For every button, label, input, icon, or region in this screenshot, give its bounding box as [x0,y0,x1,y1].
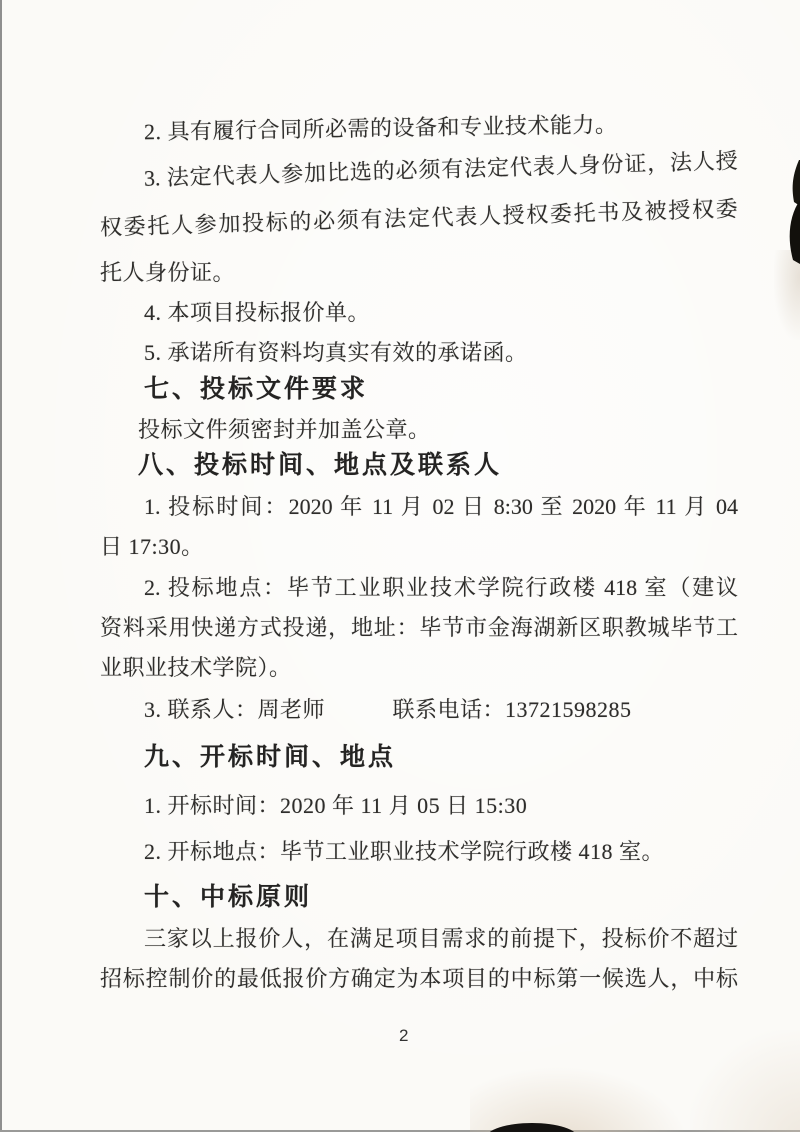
doc-line: 1. 开标时间：2020 年 11 月 05 日 15:30 [144,793,528,818]
doc-line: 投标文件须密封并加盖公章。 [138,417,431,442]
doc-line: 权委托人参加投标的必须有法定代表人授权委托书及被授权委 [99,196,739,240]
doc-line: 2. 投标地点：毕节工业职业技术学院行政楼 418 室（建议 [144,575,738,600]
doc-line: 资料采用快递方式投递，地址：毕节市金海湖新区职教城毕节工 [100,615,738,640]
doc-line: 4. 本项目投标报价单。 [144,300,371,325]
doc-line: 2. 具有履行合同所必需的设备和专业技术能力。 [143,111,618,145]
section-heading: 十、中标原则 [144,883,313,911]
doc-line-contact: 3. 联系人：周老师 联系电话：13721598285 [144,697,632,722]
section-heading: 八、投标时间、地点及联系人 [138,451,503,479]
page-number: 2 [399,1026,409,1045]
doc-line: 招标控制价的最低报价方确定为本项目的中标第一候选人，中标 [100,966,738,991]
doc-line: 三家以上报价人，在满足项目需求的前提下，投标价不超过 [144,926,738,951]
scan-edge-left [0,0,2,1132]
section-heading: 九、开标时间、地点 [144,743,397,771]
scan-shadow-corner [690,1030,800,1132]
doc-line: 日 17:30。 [100,534,204,559]
doc-line: 业职业技术学院）。 [100,655,292,680]
page-curl-mark [784,160,800,270]
scan-shadow-bottom [470,1066,690,1132]
doc-line: 托人身份证。 [100,260,236,285]
section-heading: 七、投标文件要求 [144,375,369,403]
doc-line: 5. 承诺所有资料均真实有效的承诺函。 [144,340,528,365]
doc-line: 1. 投标时间：2020 年 11 月 02 日 8:30 至 2020 年 11 月 04 [144,494,738,519]
doc-line: 2. 开标地点：毕节工业职业技术学院行政楼 418 室。 [144,839,665,864]
doc-line: 3. 法定代表人参加比选的必须有法定代表人身份证，法人授 [143,148,739,191]
